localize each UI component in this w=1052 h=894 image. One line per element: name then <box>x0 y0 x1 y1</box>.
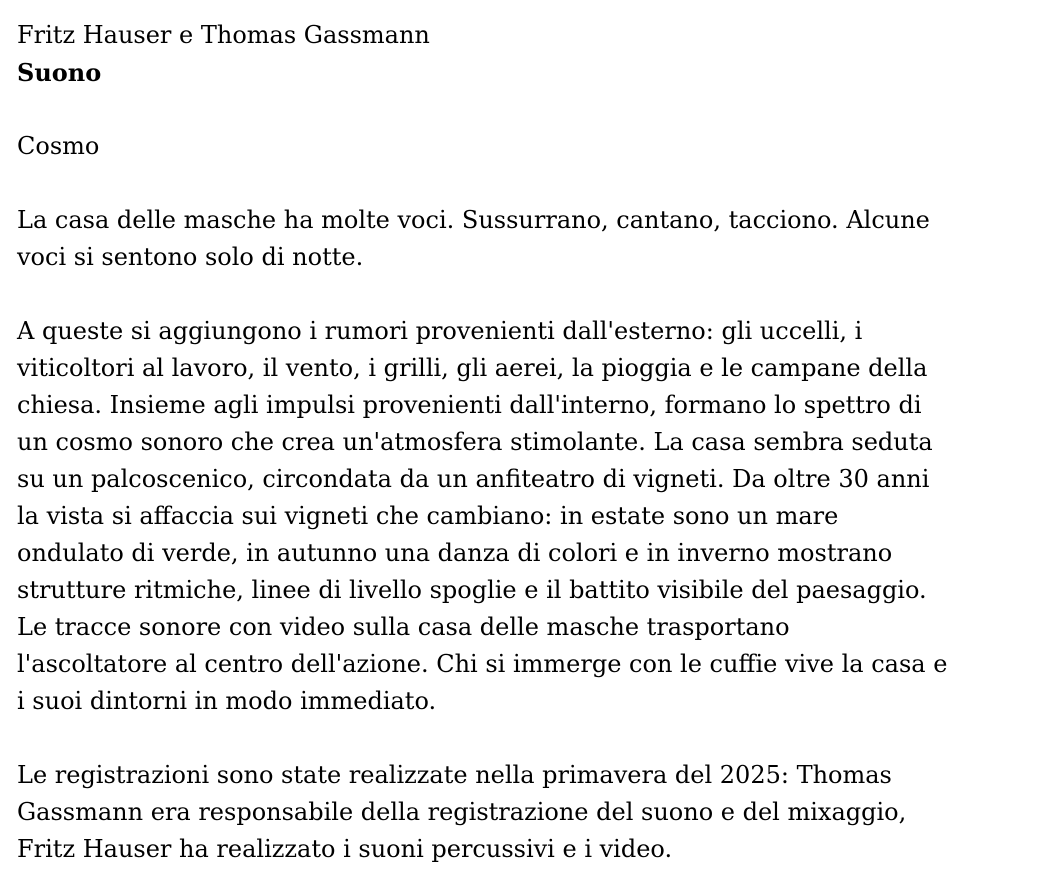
paragraph-credits <box>17 757 1052 868</box>
header-block <box>17 17 1052 91</box>
text-line: Le tracce sonore con video sulla casa delle masche trasportano <box>17 613 790 641</box>
text-line: su un palcoscenico, circondata da un anfiteatro di vigneti. Da oltre 30 anni <box>17 465 930 493</box>
text-line: Le registrazioni sono state realizzate nella primavera del 2025: Thomas <box>17 761 892 789</box>
text-line: voci si sentono solo di notte. <box>17 243 364 271</box>
text-line: un cosmo sonoro che crea un'atmosfera stimolante. La casa sembra seduta <box>17 428 933 456</box>
authors-line: Fritz Hauser e Thomas Gassmann <box>17 21 430 49</box>
text-line: Gassmann era responsabile della registrazione del suono e del mixaggio, <box>17 798 907 826</box>
paragraph-cosmo-description <box>17 313 1052 720</box>
text-line: i suoi dintorni in modo immediato. <box>17 687 437 715</box>
text-line: Fritz Hauser ha realizzato i suoni percussivi e i video. <box>17 835 673 863</box>
paragraph-intro <box>17 202 1052 276</box>
text-line: ondulato di verde, in autunno una danza di colori e in inverno mostrano <box>17 539 893 567</box>
text-line: l'ascoltatore al centro dell'azione. Chi si immerge con le cuffie vive la casa e <box>17 650 948 678</box>
text-line: A queste si aggiungono i rumori provenienti dall'esterno: gli uccelli, i <box>17 317 863 345</box>
document-title: Suono <box>17 58 102 87</box>
text-line: la vista si affaccia sui vigneti che cambiano: in estate sono un mare <box>17 502 839 530</box>
text-line: La casa delle masche ha molte voci. Sussurrano, cantano, tacciono. Alcune <box>17 206 930 234</box>
text-line: chiesa. Insieme agli impulsi provenienti dall'interno, formano lo spettro di <box>17 391 922 419</box>
subtitle-block <box>17 128 1052 165</box>
text-line: strutture ritmiche, linee di livello spoglie e il battito visibile del paesaggio. <box>17 576 927 604</box>
subtitle: Cosmo <box>17 132 100 160</box>
text-line: viticoltori al lavoro, il vento, i grilli, gli aerei, la pioggia e le campane della <box>17 354 928 382</box>
